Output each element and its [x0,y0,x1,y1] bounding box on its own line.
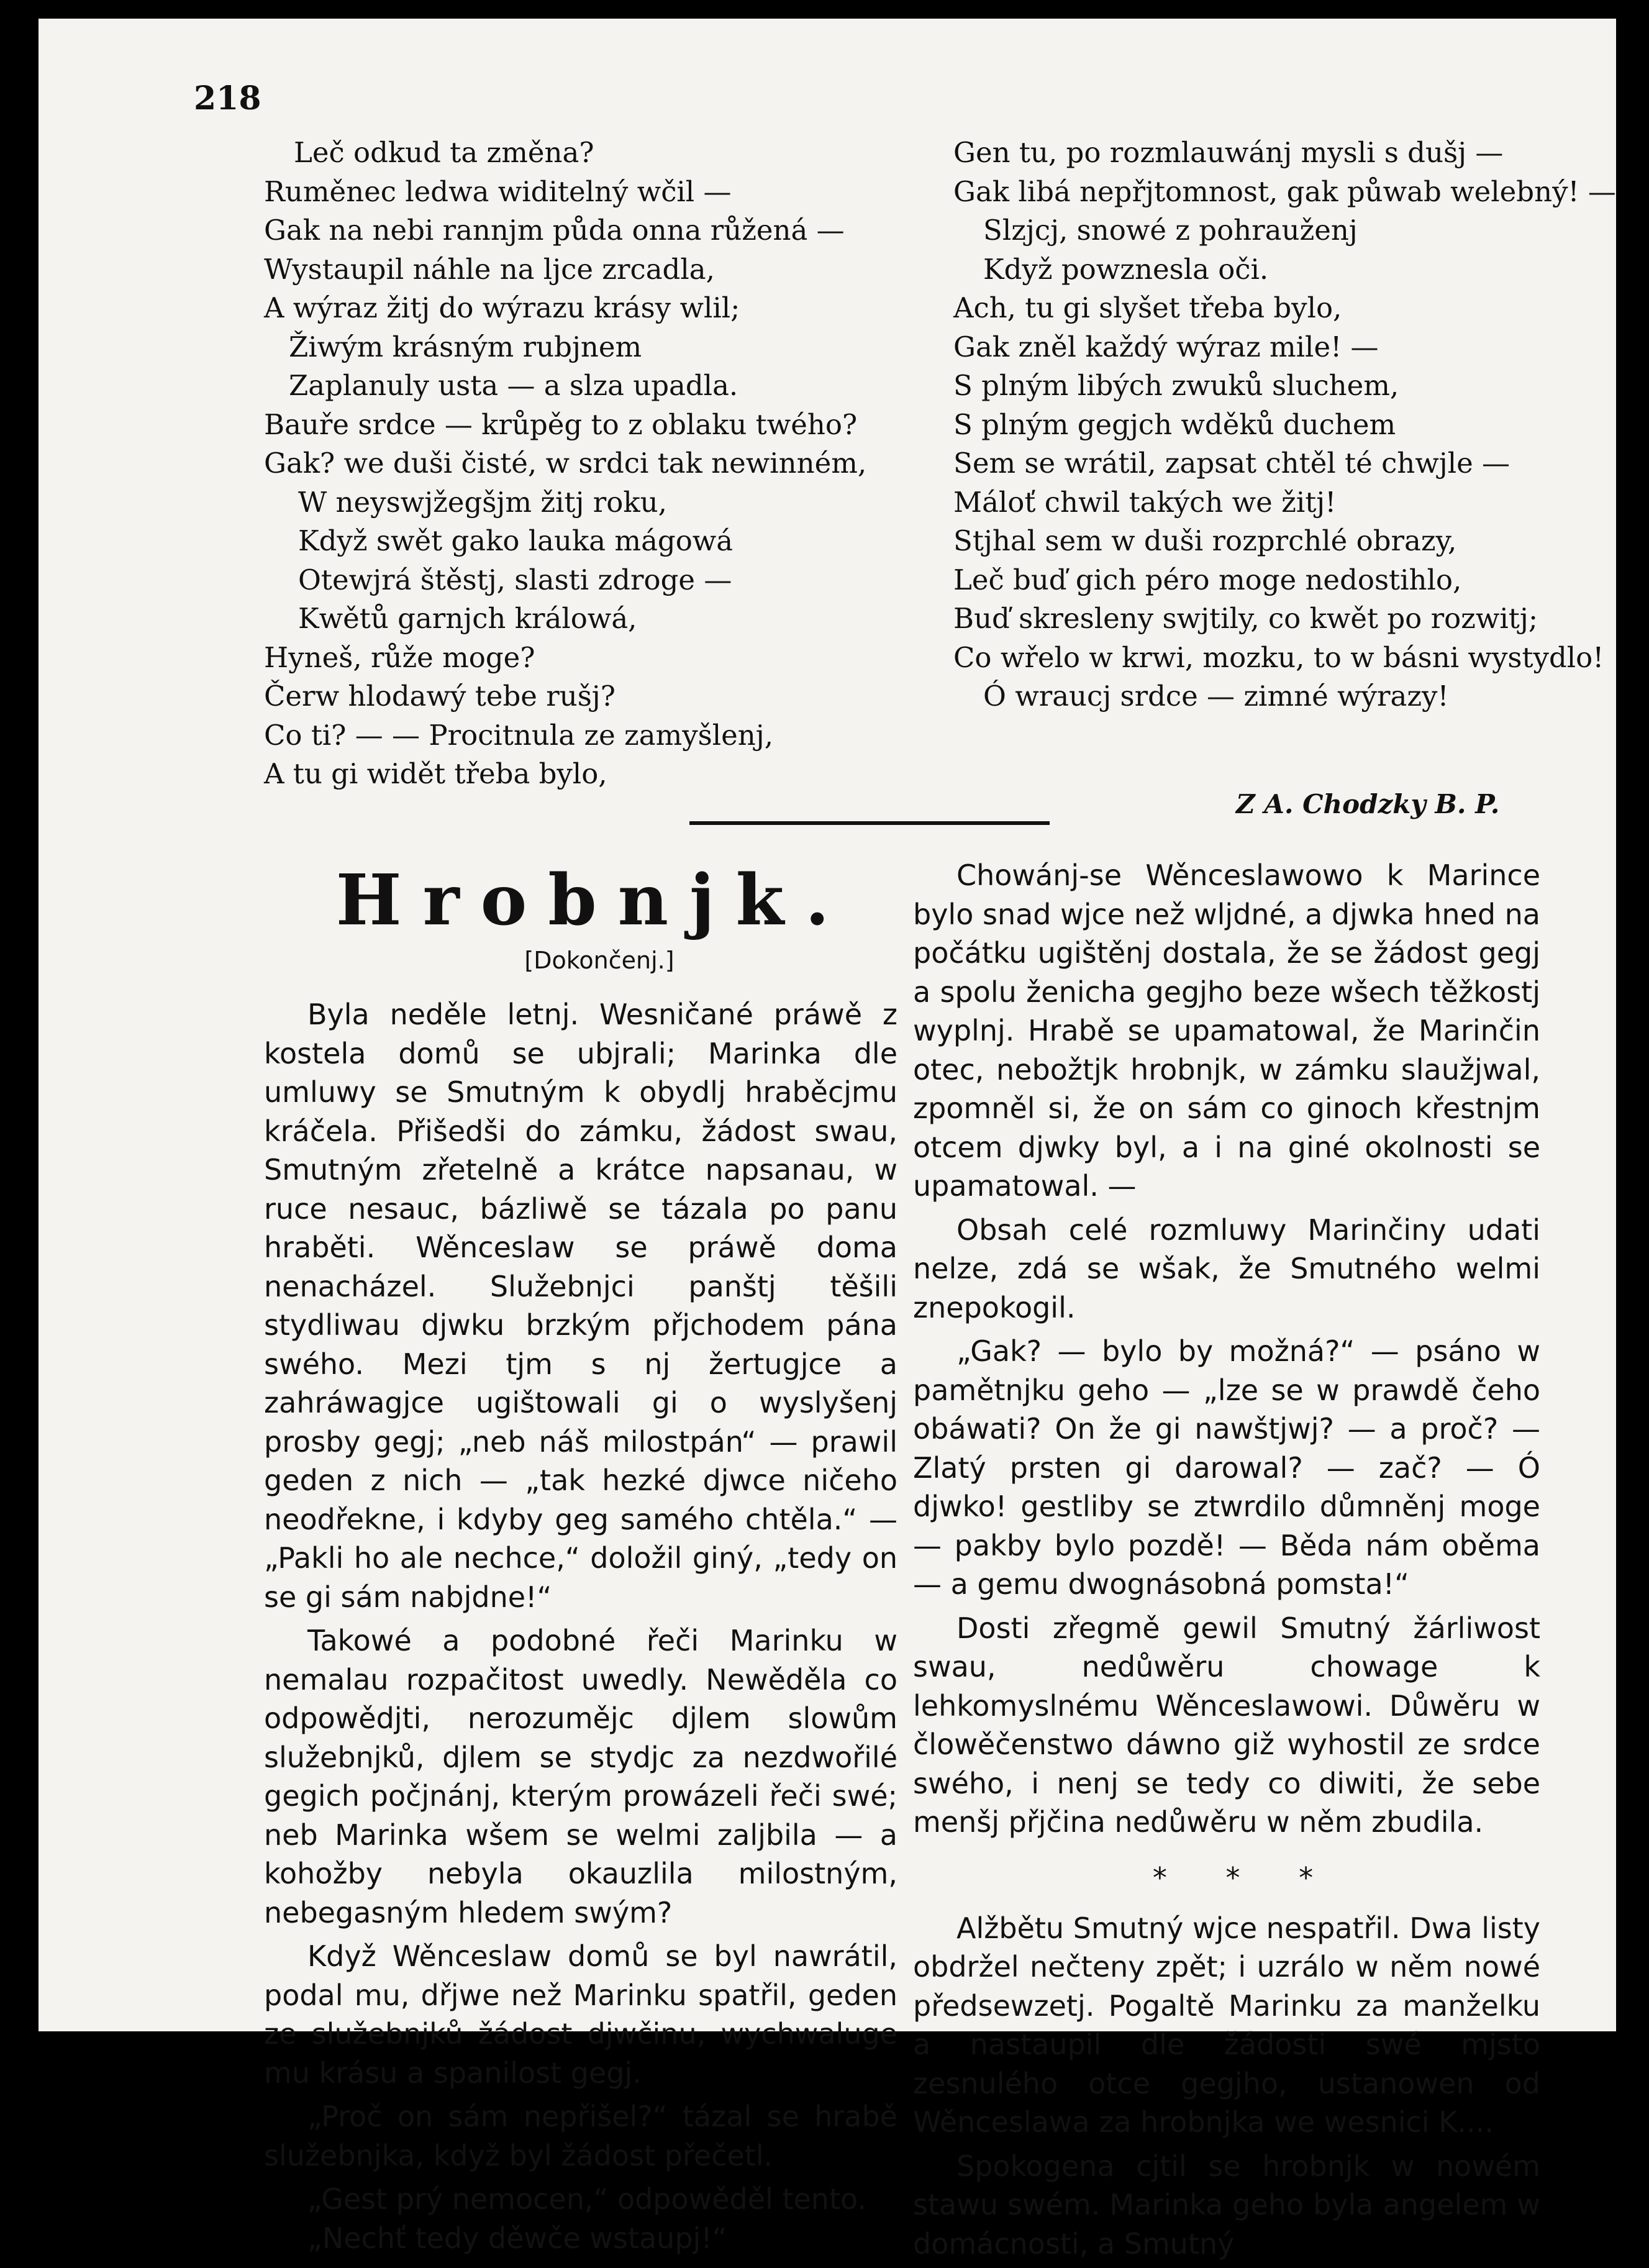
story-paragraph: „Gak? — bylo by možná?“ — psáno w pamětnjku geho — „lze se w prawdě čeho obáwati? On že gi nawštjwj? — a proč? — Zlatý prsten gi darowal? — zač? — Ó djwko! gestliby se ztwrdilo důmněnj moge — pakby bylo pozdě! — Běda nám oběma — a gemu dwognásobná pomsta!“ [913,1334,1540,1601]
poem-line: Slzjcj, snowé z pohrauženj [983,214,1358,247]
poem-line: Wystaupil náhle na ljce zrcadla, [264,252,715,286]
poem-line: Čerw hlodawý tebe rušj? [264,680,616,713]
poem-line: Leč odkud ta změna? [294,136,594,169]
story-paragraph: Dosti zřegmě gewil Smutný žárliwost swau, nedůwěru chowage k lehkomyslnému Wěnceslawowi. Důwěru w člowěčenstwo dáwno giž wyhostil ze srdce swého, i nenj se tedy co diwiti, že sebe menšj přjčina nedůwěru w něm zbudila. [913,1611,1540,1839]
poem-line: Sem se wrátil, zapsat chtěl té chwjle — [953,447,1510,480]
poem-line: Gak na nebi rannjm půda onna růžená — [264,214,845,247]
poem-line: Kwětů garnjch králowá, [298,602,637,635]
poem-line: Když powznesla oči. [983,252,1269,286]
poem-line: Gak? we duši čisté, w srdci tak newinném, [264,447,867,480]
poem-line: W neyswjžegšjm žitj roku, [298,485,667,519]
story-paragraph: Byla neděle letnj. Wesničané práwě z kostela domů se ubjrali; Marinka dle umluwy se Smutným k obydlj hraběcjmu kráčela. Přišedši do zámku, žádost swau, Smutným zřetelně a krátce napsanau, w ruce nesauc, bázliwě se tázala po panu hraběti. Wěnceslaw se práwě doma nenacházel. Služebnjci panštj těšili stydliwau djwku brzkým přjchodem pána swého. Mezi tjm s nj žertugjce a zahráwagjce ugištowali gi o wyslyšenj prosby gegj; „neb náš milostpán“ — prawil geden z nich — „tak hezké djwce ničeho neodřekne, i kdyby geg samého chtěla.“ — „Pakli ho ale nechce,“ doložil giný, „tedy on se gi sám nabjdne!“ [264,998,897,1614]
poem-line: Máloť chwil takých we žitj! [953,485,1337,519]
poem-line: Gen tu, po rozmlauwánj mysli s dušj — [953,136,1504,169]
page-number: 218 [194,80,261,117]
story-dialog-line: „Gest prý nemocen,“ odpowěděl tento. [307,2182,866,2216]
poem-line: Stjhal sem w duši rozprchlé obrazy, [953,524,1457,557]
story-left-column [264,860,897,2257]
story-dialog-line: „Nechť tedy děwče wstaupj!“ [307,2221,727,2255]
poem-attribution: Z A. Chodzky B. P. [1236,789,1500,819]
story-paragraph: Obsah celé rozmluwy Marinčiny udati nelze, zdá se wšak, že Smutného welmi znepokogil. [913,1213,1540,1324]
poem-left-column [264,134,866,794]
poem-line: A wýraz žitj do wýrazu krásy wlil; [264,291,740,324]
poem-line: Ruměnec ledwa widitelný wčil — [264,175,732,208]
poem-line: Gak zněl každý wýraz mile! — [953,330,1379,363]
story-right-column [913,856,1540,2268]
story-subtitle: [Dokončenj.] [524,947,675,974]
story-paragraph: Když Wěnceslaw domů se byl nawrátil, podal mu, dřjwe než Marinku spatřil, geden ze služebnjků žádost djwčinu, wychwaluge mu krásu a spanilost gegj. [264,1939,897,2090]
story-paragraph: „Proč on sám nepřišel?“ tázal se hrabě služebnjka, když byl žádost přečetl. [264,2100,897,2172]
poem-line: Zaplanuly usta — a slza upadla. [289,369,738,402]
story-paragraph: Alžbětu Smutný wjce nespatřil. Dwa listy obdržel nečteny zpět; i uzrálo w něm nowé předsewzetj. Pogaltě Marinku za manželku a nastaupil dle žádosti swé mjsto zesnulého otce gegjho, ustanowen od Wěnceslawa za hrobnjka we wesnici K.... [913,1911,1540,2139]
poem-line: Co ti? — — Procitnula ze zamyšlenj, [264,718,774,752]
poem-line: Co wřelo w krwi, mozku, to w básni wystydlo! [953,640,1604,674]
poem-line: A tu gi widět třeba bylo, [264,757,607,790]
poem-line: Hyneš, růže moge? [264,640,535,674]
story-paragraph: Chowánj-se Wěnceslawowo k Marince bylo snad wjce než wljdné, a djwka hned na počátku ugištěnj dostala, že se žádost gegj a spolu ženicha gegjho beze wšech těžkostj wyplnj. Hrabě se upamatowal, že Marinčin otec, nebožtjk hrobnjk, w zámku slaužjwal, zpomněl si, že on sám co ginoch křestnjm otcem djwky byl, a i na giné okolnosti se upamatowal. — [913,858,1540,1203]
poem-line: Ach, tu gi slyšet třeba bylo, [953,291,1342,324]
poem-line: Otewjrá štěstj, slasti zdroge — [298,563,732,596]
poem-line: Ó wraucj srdce — zimné wýrazy! [983,680,1449,713]
story-paragraph: Spokogena cjtil se hrobnjk w nowém stawu swém. Marinka geho byla angelem w domácnosti, a Smutný [913,2149,1540,2261]
poem-line: Leč buď gich péro moge nedostihlo, [953,563,1462,596]
story-paragraph: Takowé a podobné řeči Marinku w nemalau rozpačitost uwedly. Newěděla co odpowědjti, nerozumějc djlem slowům služebnjků, djlem se stydjc za nezdwořilé gegich počjnánj, kterým prowázeli řeči swé; neb Marinka wšem se welmi zaljbila — a kohožby nebyla okauzlila milostným, nebegasným hledem swým? [264,1624,897,1929]
section-divider [689,821,1050,825]
poem-line: Bauře srdce — krůpěg to z oblaku twého? [264,408,858,441]
poem-line: S plným gegjch wděků duchem [953,408,1396,441]
poem-line: Žiwým krásným rubjnem [289,330,642,363]
section-asterism: * * * [1152,1860,1338,1895]
poem-line: Buď skresleny swjtily, co kwět po rozwitj; [953,602,1538,635]
poem-line: Když swět gako lauka mágowá [298,524,734,557]
poem-line: Gak libá nepřjtomnost, gak půwab welebný! — [953,175,1616,208]
poem-right-column [953,134,1616,716]
story-title: Hrobnjk. [335,860,851,941]
poem-line: S plným libých zwuků sluchem, [953,369,1399,402]
